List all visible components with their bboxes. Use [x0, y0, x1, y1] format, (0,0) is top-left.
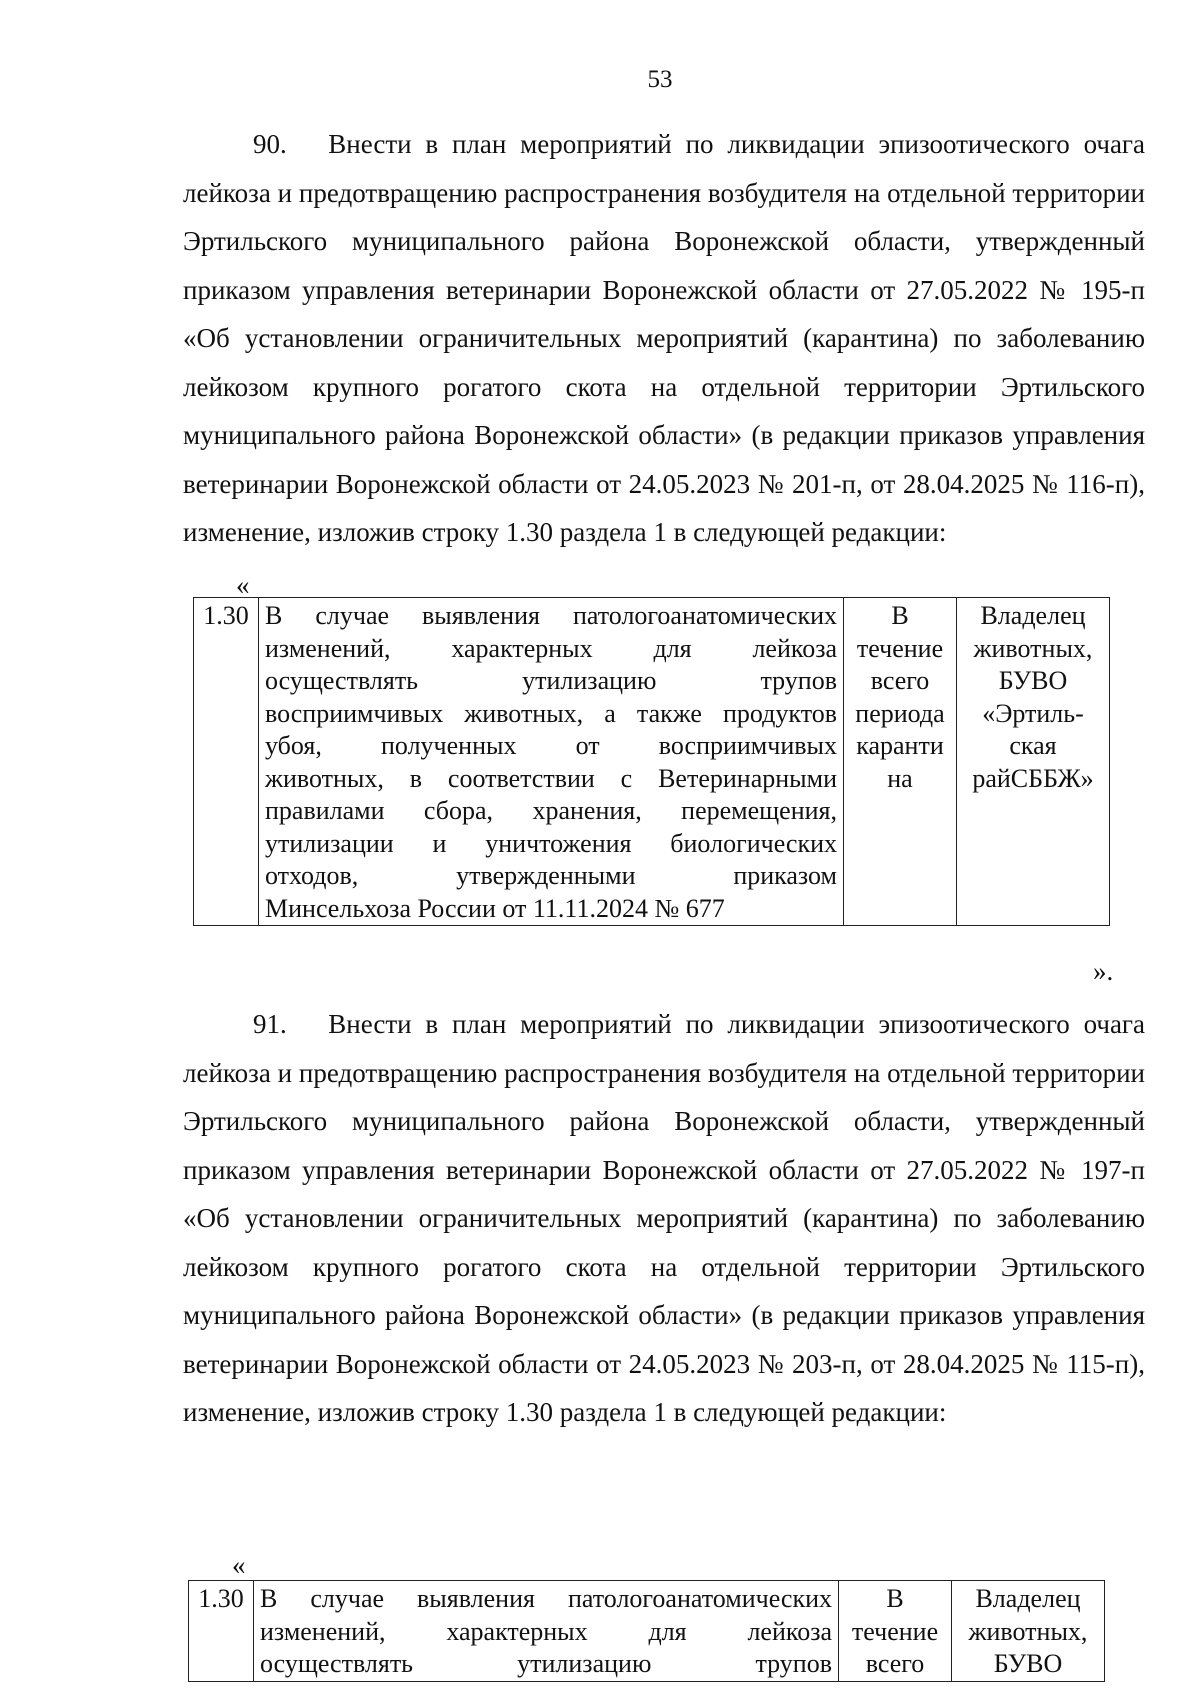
item-number: 91.: [253, 1009, 287, 1039]
text-line: осуществлять утилизацию трупов: [260, 1649, 832, 1678]
paragraph-text: Внести в план мероприятий по ликвидации эпизоотического очага лейкоза и предотвращению распространения возбудителя на отдельной территории Эртильского муниципального района Воронежской области, утвержденный приказом управления ветеринарии Воронежской области от 27.05.2022 № 197-п «Об установлении ограничительных мероприятий (карантина) по заболеванию лейкозом крупного рогатого скота на отдельной территории Эртильского муниципального района Воронежской области» (в редакции приказов управления ветеринарии Воронежской области от 24.05.2023 № 203-п, от 28.04.2025 № 115-п), изменение, изложив строку 1.30 раздела 1 в следующей редакции:: [183, 1009, 1145, 1427]
text-line: В случае выявления патологоанатомических: [265, 601, 837, 630]
amendment-table: [193, 597, 1110, 926]
period-line: каранти: [856, 731, 944, 760]
text-line: изменений, характерных для лейкоза: [265, 633, 837, 663]
responsible-cell: [957, 598, 1110, 926]
text-line: отходов, утвержденными приказом: [265, 861, 837, 890]
amendment-table: [188, 1580, 1105, 1682]
opening-quote: «: [232, 1550, 246, 1580]
text-line: В случае выявления патологоанатомических: [260, 1584, 832, 1613]
item-number: 90.: [253, 129, 287, 159]
period-line: периода: [855, 698, 945, 728]
text-line: правилами сбора, хранения, перемещения,: [265, 796, 837, 825]
period-line: течение: [856, 633, 944, 663]
paragraph-91: [183, 1000, 1145, 1437]
table-row: [194, 598, 1110, 926]
text-line: животных, в соответствии с Ветеринарными: [265, 763, 837, 793]
amendment-table-continued: [188, 1580, 1148, 1693]
text-line: убоя, полученных от восприимчивых: [265, 731, 837, 760]
responsible-line: животных,: [968, 1616, 1088, 1646]
row-number-cell: 1.30: [189, 1581, 254, 1682]
closing-quote: ».: [1093, 956, 1114, 986]
measure-text-cell: [259, 598, 844, 926]
responsible-line: Владелец: [980, 601, 1086, 630]
page-number: 53: [647, 66, 673, 93]
text-line: осуществлять утилизацию трупов: [265, 666, 837, 695]
table-row: [189, 1581, 1105, 1682]
responsible-line: ская: [1009, 731, 1057, 760]
paragraph-text: Внести в план мероприятий по ликвидации эпизоотического очага лейкоза и предотвращению распространения возбудителя на отдельной территории Эртильского муниципального района Воронежской области, утвержденный приказом управления ветеринарии Воронежской области от 27.05.2022 № 195-п «Об установлении ограничительных мероприятий (карантина) по заболеванию лейкозом крупного рогатого скота на отдельной территории Эртильского муниципального района Воронежской области» (в редакции приказов управления ветеринарии Воронежской области от 24.05.2023 № 201-п, от 28.04.2025 № 116-п), изменение, изложив строку 1.30 раздела 1 в следующей редакции:: [183, 129, 1145, 547]
responsible-line: БУВО: [993, 1649, 1063, 1678]
measure-text-cell: [254, 1581, 839, 1682]
text-line: изменений, характерных для лейкоза: [260, 1616, 832, 1646]
responsible-line: райСББЖ»: [972, 763, 1094, 793]
period-line: В: [886, 1584, 904, 1613]
period-line: на: [887, 763, 913, 793]
responsible-line: БУВО: [998, 666, 1068, 695]
responsible-line: Владелец: [975, 1584, 1081, 1613]
responsible-line: животных,: [973, 633, 1093, 663]
responsible-line: «Эртиль-: [982, 698, 1084, 728]
text-line: Минсельхоза России от 11.11.2024 № 677: [265, 893, 725, 923]
paragraph-90: [183, 120, 1145, 557]
period-line: В: [891, 601, 909, 630]
period-cell: [844, 598, 957, 926]
responsible-cell: [952, 1581, 1105, 1682]
text-line: утилизации и уничтожения биологических: [265, 828, 837, 858]
row-number-cell: 1.30: [194, 598, 259, 926]
text-line: восприимчивых животных, а также продуктов: [265, 698, 837, 728]
period-line: течение: [851, 1616, 939, 1646]
period-line: всего: [865, 1649, 925, 1678]
period-cell: [839, 1581, 952, 1682]
period-line: всего: [870, 666, 930, 695]
opening-quote: «: [236, 570, 250, 600]
